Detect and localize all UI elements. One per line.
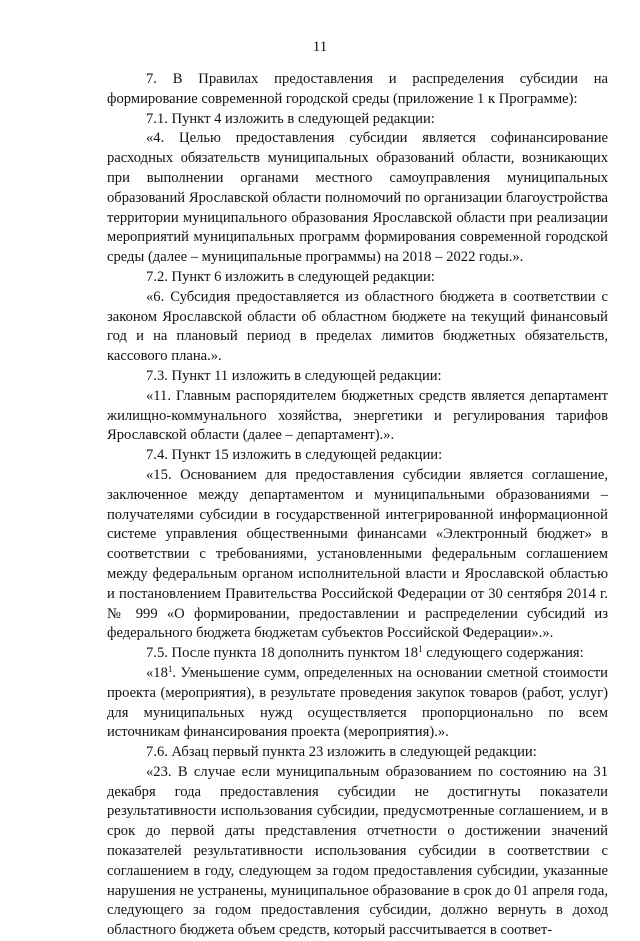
paragraph [107,664,608,743]
paragraph [107,763,608,941]
superscript: 1 [167,663,173,674]
paragraph [107,129,608,268]
paragraph [107,644,608,664]
paragraph-text: «4. Целью предоставления субсидии является софинансирование расходных обязательств муниципальных образований области, возникающих при выполнении органами местного самоуправления муниципальных образований Ярославской области полномочий по организации благоустройства территории муниципального образования Ярославской области при реализации мероприятий муниципальных программ формирования современной городской среды (далее – муниципальные программы) на 2018 – 2022 годы.». [107,130,608,266]
paragraph-text: 7.2. Пункт 6 изложить в следующей редакции: [146,268,435,285]
paragraph [107,268,608,288]
paragraph-text: 7.1. Пункт 4 изложить в следующей редакции: [146,110,435,127]
paragraph-text: 7.6. Абзац первый пункта 23 изложить в следующей редакции: [146,744,537,761]
paragraph-text: 7. В Правилах предоставления и распределения субсидии на формирование современной городской среды (приложение 1 к Программе): [107,71,608,107]
paragraph-text: «18 [146,664,168,681]
paragraph-text: «11. Главным распорядителем бюджетных средств является департамент жилищно-коммунального хозяйства, энергетики и регулирования тарифов Ярославской области (далее – департамент).». [107,387,608,444]
paragraph-text-continued: . Уменьшение сумм, определенных на основании сметной стоимости проекта (мероприятия), в результате проведения закупок товаров (работ, услуг) для муниципальных нужд осуществляется пропорционально по всем источникам финансирования проекта (мероприятия).». [107,664,608,741]
paragraph [107,70,608,110]
paragraph [107,288,608,367]
paragraph [107,110,608,130]
paragraph-text: «6. Субсидия предоставляется из областного бюджета в соответствии с законом Ярославской области об областном бюджете на текущий финансовый год и на плановый период в пределах лимитов бюджетных обязательств, кассового плана.». [107,288,608,365]
paragraph-text: 7.3. Пункт 11 изложить в следующей редакции: [146,367,442,384]
paragraph [107,743,608,763]
page-number: 11 [312,39,328,55]
paragraph [107,466,608,644]
paragraph [107,367,608,387]
paragraph-text: 7.4. Пункт 15 изложить в следующей редакции: [146,447,443,464]
superscript: 1 [418,644,423,655]
document-body [107,70,608,941]
paragraph [107,387,608,446]
paragraph [107,446,608,466]
paragraph-text: «23. В случае если муниципальным образованием по состоянию на 31 декабря года предоставления субсидии не достигнуты показатели результативности использования субсидии, предусмотренные соглашением, и в срок до первой даты представления отчетности о достижении значений показателей результативности использования субсидии в соответствии с соглашением в году, следующем за годом предоставления субсидии, указанные нарушения не устранены, муниципальное образование в срок до 01 апреля года, следующего за годом предоставления субсидии, должно вернуть в доход областного бюджета объем средств, который рассчитывается в соответ- [107,763,608,939]
paragraph-text: 7.5. После пункта 18 дополнить пунктом 18 [146,645,419,662]
paragraph-text-continued: следующего содержания: [422,645,584,662]
paragraph-text: «15. Основанием для предоставления субсидии является соглашение, заключенное между департаментом и муниципальными образованиями – получателями субсидии в государственной интегрированной информационной системе управления общественными финансами «Электронный бюджет» в соответствии с требованиями, установленными федеральным соглашением между федеральным органом исполнительной власти и Ярославской областью и постановлением Правительства Российской Федерации от 30 сентября 2014 г. № 999 «О формировании, предоставлении и распределении субсидий из федерального бюджета бюджетам субъектов Российской Федерации».». [107,466,608,642]
